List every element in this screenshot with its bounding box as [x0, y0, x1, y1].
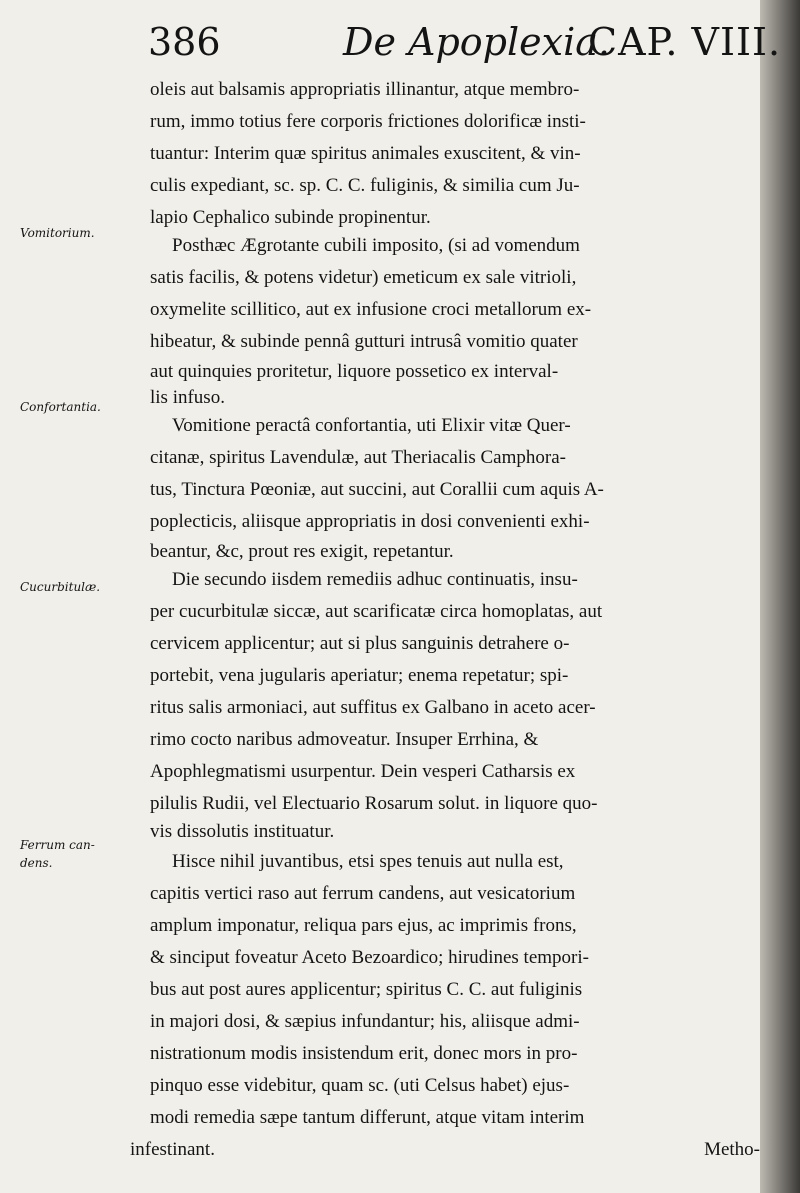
text-line: beantur, &c, prout res exigit, repetantur.: [150, 541, 454, 562]
chapter-label: CAP. VIII.: [588, 20, 782, 64]
text-line: citanæ, spiritus Lavendulæ, aut Theriacalis Camphora-: [150, 447, 566, 468]
final-line: infestinant.: [130, 1139, 215, 1160]
paragraph-start-line: Vomitione peractâ confortantia, uti Elixir vitæ Quer-: [172, 415, 571, 436]
text-line: aut quinquies proritetur, liquore possetico ex interval-: [150, 361, 559, 382]
text-line: tuantur: Interim quæ spiritus animales exuscitent, & vin-: [150, 143, 581, 164]
paragraph-start-line: Posthæc Ægrotante cubili imposito, (si ad vomendum: [172, 235, 580, 256]
running-header: [148, 10, 782, 74]
text-line: in majori dosi, & sæpius infundantur; his, aliisque admi-: [150, 1011, 580, 1032]
catchword: Metho-: [704, 1139, 760, 1160]
text-line: rum, immo totius fere corporis frictiones dolorificæ insti-: [150, 111, 586, 132]
text-line: bus aut post aures applicentur; spiritus C. C. aut fuliginis: [150, 979, 583, 1000]
text-line: rimo cocto naribus admoveatur. Insuper Errhina, &: [150, 729, 539, 750]
text-line: lapio Cephalico subinde propinentur.: [150, 207, 431, 228]
text-line: ritus salis armoniaci, aut suffitus ex Galbano in aceto acer-: [150, 697, 596, 718]
text-line: hibeatur, & subinde pennâ gutturi intrusâ vomitio quater: [150, 331, 578, 352]
text-line: lis infuso.: [150, 387, 225, 408]
text-line: vis dissolutis instituatur.: [150, 821, 335, 842]
text-line: poplecticis, aliisque appropriatis in dosi convenienti exhi-: [150, 511, 590, 532]
text-line: nistrationum modis insistendum erit, donec mors in pro-: [150, 1043, 578, 1064]
text-line: culis expediant, sc. sp. C. C. fuliginis, & similia cum Ju-: [150, 175, 580, 196]
text-line: satis facilis, & potens videtur) emeticum ex sale vitrioli,: [150, 267, 577, 288]
text-line: Apophlegmatismi usurpentur. Dein vesperi Catharsis ex: [150, 761, 576, 782]
page-edge-shadow: [760, 0, 800, 1193]
text-line: amplum imponatur, reliqua pars ejus, ac imprimis frons,: [150, 915, 577, 936]
margin-note-cucurbitulae: Cucurbitulæ.: [20, 580, 101, 594]
margin-note-confortantia: Confortantia.: [20, 400, 101, 414]
text-line: per cucurbitulæ siccæ, aut scarificatæ circa homoplatas, aut: [150, 601, 603, 622]
paragraph-start-line: Hisce nihil juvantibus, etsi spes tenuis aut nulla est,: [172, 851, 564, 872]
text-line: oleis aut balsamis appropriatis illinantur, atque membro-: [150, 79, 580, 100]
text-line: oxymelite scillitico, aut ex infusione croci metallorum ex-: [150, 299, 592, 320]
text-line: tus, Tinctura Pœoniæ, aut succini, aut Corallii cum aquis A-: [150, 479, 604, 500]
text-line: capitis vertici raso aut ferrum candens, aut vesicatorium: [150, 883, 576, 904]
running-title: De Apoplexia.: [343, 20, 610, 64]
page-number: 386: [148, 20, 221, 64]
text-line: & sinciput foveatur Aceto Bezoardico; hirudines tempori-: [150, 947, 589, 968]
margin-note-vomitorium: Vomitorium.: [20, 226, 95, 240]
text-line: modi remedia sæpe tantum differunt, atque vitam interim: [150, 1107, 585, 1128]
text-line: portebit, vena jugularis aperiatur; enema repetatur; spi-: [150, 665, 569, 686]
text-line: pinquo esse videbitur, quam sc. (uti Celsus habet) ejus-: [150, 1075, 570, 1096]
paragraph-start-line: Die secundo iisdem remediis adhuc continuatis, insu-: [172, 569, 578, 590]
text-line: cervicem applicentur; aut si plus sanguinis detrahere o-: [150, 633, 570, 654]
margin-note-ferrum-candens: Ferrum can- dens.: [20, 838, 95, 870]
text-line: pilulis Rudii, vel Electuario Rosarum solut. in liquore quo-: [150, 793, 598, 814]
